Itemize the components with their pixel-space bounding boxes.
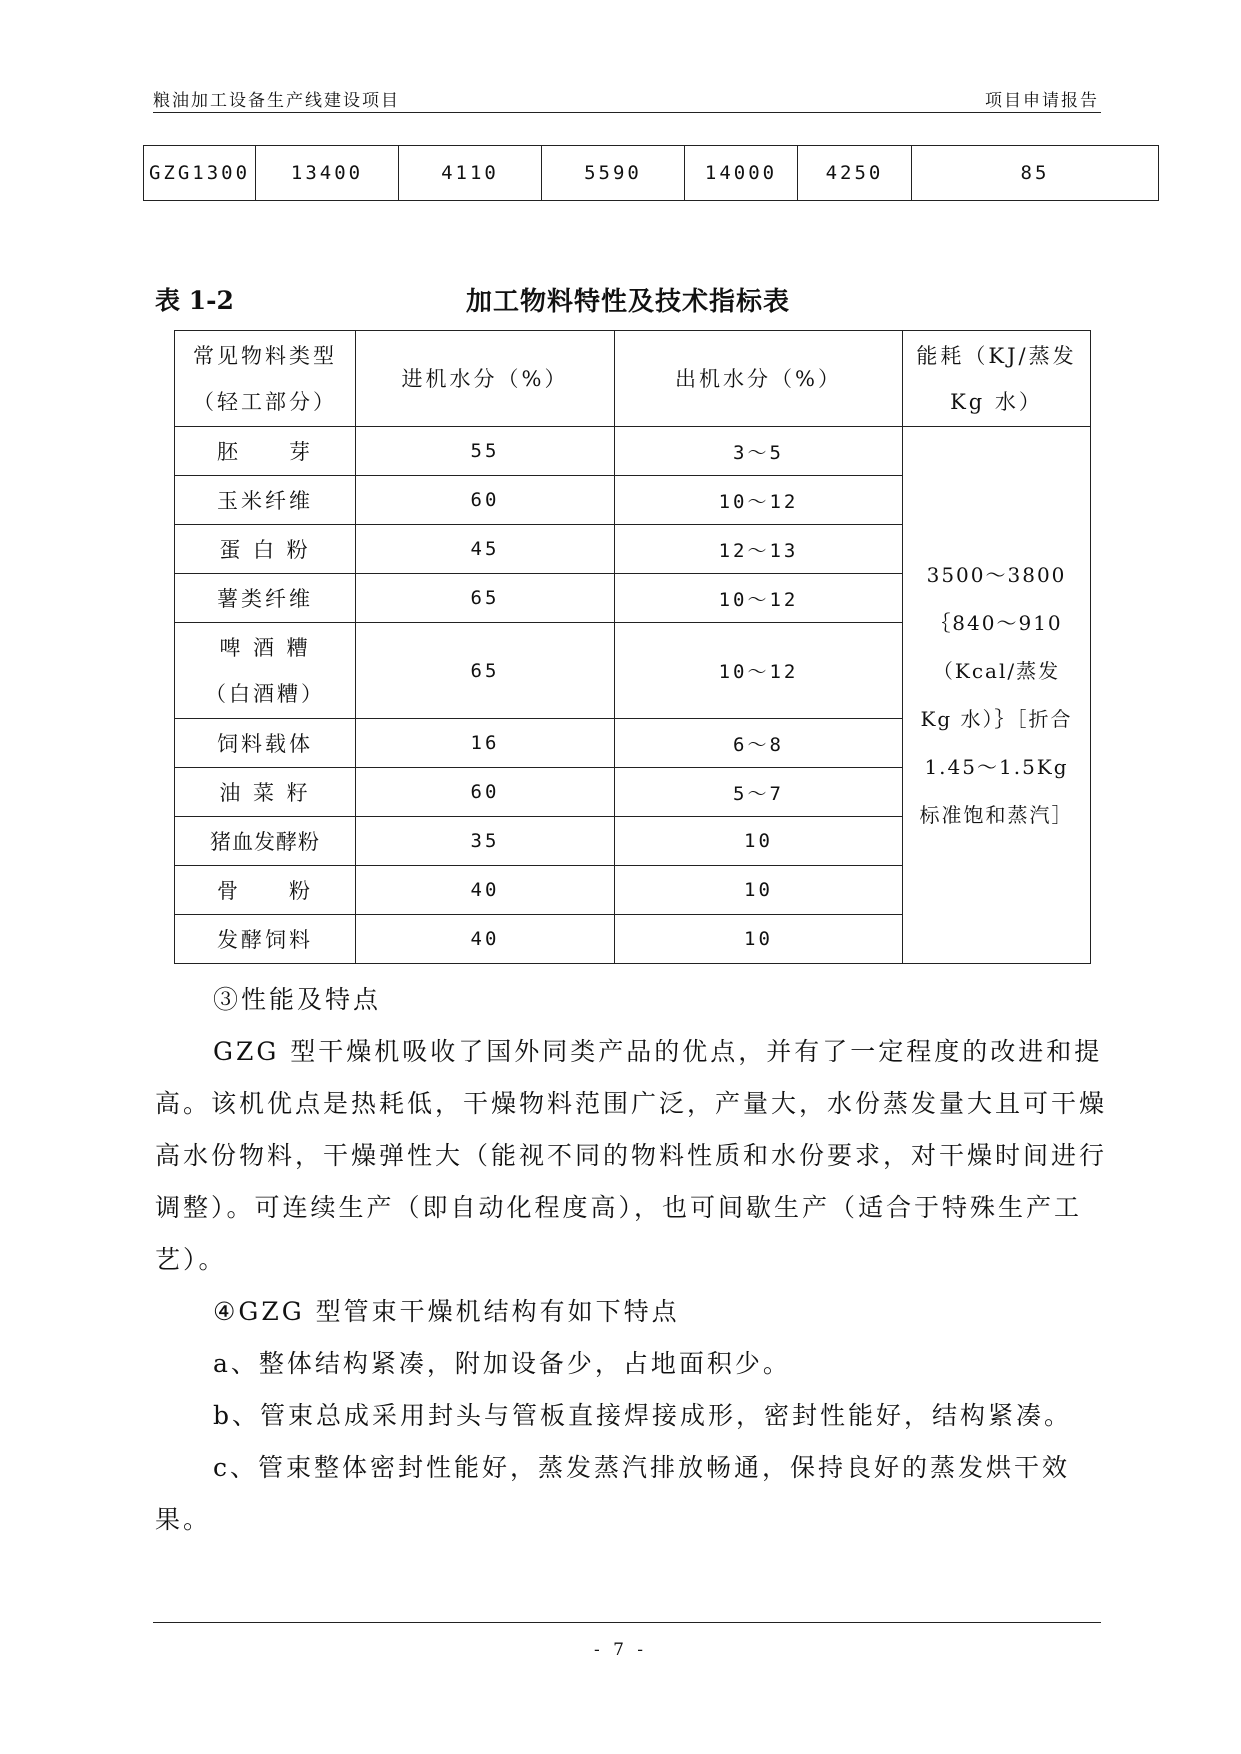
table-row — [175, 427, 1091, 476]
inlet-moisture: 60 — [356, 768, 615, 817]
energy-consumption-cell: 3500～3800 ｛840～910 （Kcal/蒸发 Kg 水）｝［折合 1.45～1.5Kg 标准饱和蒸汽］ — [903, 427, 1091, 964]
outlet-moisture: 10～12 — [615, 574, 903, 623]
header-energy: 能耗（KJ/蒸发 Kg 水） — [903, 331, 1091, 427]
table-cell: 4250 — [798, 146, 912, 201]
feature-item-a: a、整体结构紧凑，附加设备少，占地面积少。 — [213, 1349, 791, 1378]
table-row — [144, 146, 1159, 201]
section-3-paragraph: GZG 型干燥机吸收了国外同类产品的优点，并有了一定程度的改进和提高。该机优点是热耗低，干燥物料范围广泛，产量大，水份蒸发量大且可干燥高水份物料，干燥弹性大（能视不同的物料性质和水份要求，对干燥时间进行调整）。可连续生产（即自动化程度高），也可间歇生产（适合于特殊生产工艺）。 — [155, 1037, 1108, 1274]
feature-item-c: c、管束整体密封性能好，蒸发蒸汽排放畅通，保持良好的蒸发烘干效果。 — [155, 1453, 1071, 1534]
material-name: 猪血发酵粉 — [175, 817, 356, 866]
outlet-moisture: 10 — [615, 866, 903, 915]
material-name: 胚 芽 — [175, 427, 356, 476]
section-4-title: ④GZG 型管束干燥机结构有如下特点 — [213, 1297, 680, 1326]
table-title: 加工物料特性及技术指标表 — [466, 287, 791, 317]
inlet-moisture: 40 — [356, 915, 615, 964]
table-cell: GZG1300 — [144, 146, 256, 201]
outlet-moisture: 6～8 — [615, 719, 903, 768]
inlet-moisture: 40 — [356, 866, 615, 915]
continued-spec-table — [143, 145, 1159, 201]
header-inlet-moisture: 进机水分（%） — [356, 331, 615, 427]
material-name: 薯类纤维 — [175, 574, 356, 623]
inlet-moisture: 35 — [356, 817, 615, 866]
header-project-name: 粮油加工设备生产线建设项目 — [153, 91, 400, 111]
material-name: 蛋 白 粉 — [175, 525, 356, 574]
inlet-moisture: 65 — [356, 623, 615, 719]
outlet-moisture: 10 — [615, 915, 903, 964]
inlet-moisture: 16 — [356, 719, 615, 768]
table-cell: 14000 — [685, 146, 798, 201]
section-3-title: ③性能及特点 — [213, 985, 382, 1014]
inlet-moisture: 45 — [356, 525, 615, 574]
outlet-moisture: 10～12 — [615, 623, 903, 719]
header-material-type: 常见物料类型 （轻工部分） — [175, 331, 356, 427]
outlet-moisture: 10 — [615, 817, 903, 866]
material-name: 油 菜 籽 — [175, 768, 356, 817]
table-number: 表 1-2 — [155, 286, 234, 315]
header-divider — [153, 112, 1101, 113]
table-cell: 5590 — [542, 146, 685, 201]
table-cell: 4110 — [399, 146, 542, 201]
table-cell: 13400 — [256, 146, 399, 201]
material-name: 啤 酒 糟 （白酒糟） — [175, 623, 356, 719]
table-cell: 85 — [912, 146, 1159, 201]
inlet-moisture: 65 — [356, 574, 615, 623]
material-name: 骨 粉 — [175, 866, 356, 915]
material-name: 发酵饲料 — [175, 915, 356, 964]
outlet-moisture: 5～7 — [615, 768, 903, 817]
footer-divider — [153, 1622, 1101, 1623]
outlet-moisture: 12～13 — [615, 525, 903, 574]
inlet-moisture: 55 — [356, 427, 615, 476]
header-outlet-moisture: 出机水分（%） — [615, 331, 903, 427]
material-spec-table — [174, 330, 1091, 964]
page-number: - 7 - — [593, 1640, 648, 1660]
inlet-moisture: 60 — [356, 476, 615, 525]
feature-item-b: b、管束总成采用封头与管板直接焊接成形，密封性能好，结构紧凑。 — [213, 1401, 1073, 1430]
material-name: 玉米纤维 — [175, 476, 356, 525]
header-report-type: 项目申请报告 — [985, 91, 1099, 111]
outlet-moisture: 3～5 — [615, 427, 903, 476]
material-name: 饲料载体 — [175, 719, 356, 768]
table-header-row — [175, 331, 1091, 427]
outlet-moisture: 10～12 — [615, 476, 903, 525]
